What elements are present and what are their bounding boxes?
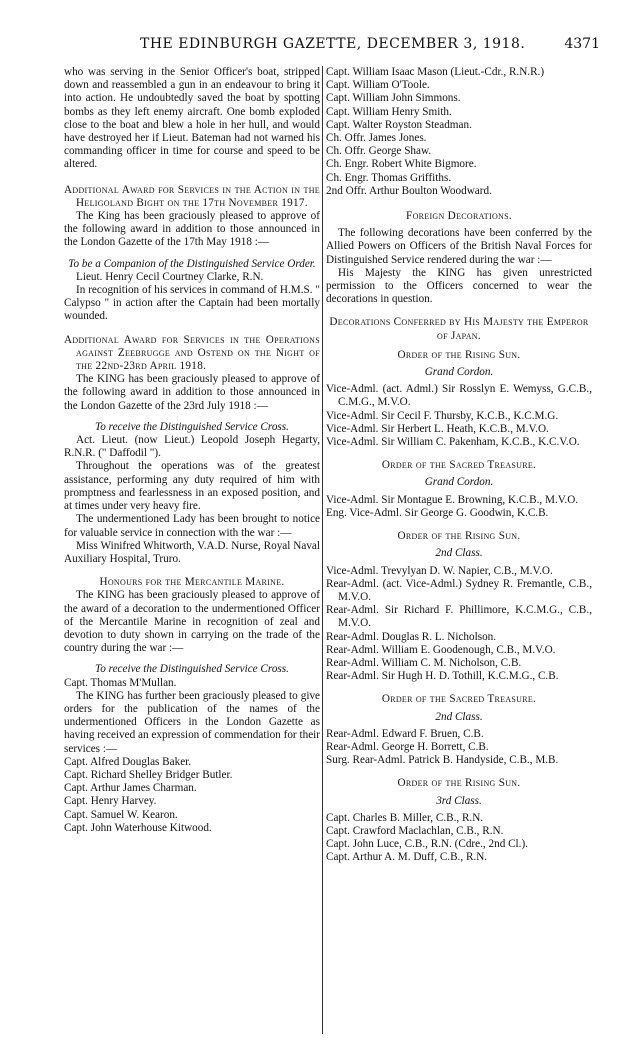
officer-name: Miss Winifred Whitworth, V.A.D. Nurse, Royal Naval Auxiliary Hospital, Truro. bbox=[64, 539, 320, 565]
list-item: Rear-Adml. Edward F. Bruen, C.B. bbox=[326, 727, 484, 740]
list-item: Surg. Rear-Adml. Patrick B. Handyside, C.B., M.B. bbox=[326, 754, 559, 767]
list-item: Capt. William O'Toole. bbox=[326, 79, 430, 92]
class-heading: 2nd Class. bbox=[435, 710, 483, 723]
order-heading: Order of the Sacred Treasure. bbox=[381, 693, 537, 706]
list-item: Capt. William Henry Smith. bbox=[326, 105, 452, 118]
section-heading: Additional Award for Services in the Operations against Zeebrugge and Ostend on the Night of the 22nd-23rd April 1918. bbox=[64, 333, 320, 373]
list-item: Capt. Walter Royston Steadman. bbox=[326, 118, 472, 131]
order-heading: Order of the Sacred Treasure. bbox=[381, 459, 537, 472]
list-item: Capt. John Waterhouse Kitwood. bbox=[64, 821, 212, 834]
paragraph: The undermentioned Lady has been brought to notice for valuable service in connection with the war :— bbox=[64, 513, 320, 539]
order-heading: Order of the Rising Sun. bbox=[397, 348, 521, 361]
paragraph: The KING has been graciously pleased to approve of the following award in addition to those announced in the London Gazette of the 23rd July 1918 :— bbox=[64, 373, 320, 412]
list-item: Ch. Engr. Thomas Griffiths. bbox=[326, 171, 452, 184]
class-heading: 2nd Class. bbox=[435, 547, 483, 560]
list-item: Ch. Offr. James Jones. bbox=[326, 132, 427, 145]
list-item: Capt. Arthur James Charman. bbox=[64, 782, 197, 795]
list-item: Capt. Alfred Douglas Baker. bbox=[64, 755, 192, 768]
list-item: Vice-Adml. Trevylyan D. W. Napier, C.B., M.V.O. bbox=[326, 564, 553, 577]
paragraph: The following decorations have been conferred by the Allied Powers on Officers of the British Naval Forces for Distinguished Service rendered during the war :— bbox=[326, 227, 592, 266]
list-item: 2nd Offr. Arthur Boulton Woodward. bbox=[326, 184, 492, 197]
class-heading: Grand Cordon. bbox=[424, 366, 494, 379]
paragraph: Throughout the operations was of the greatest assistance, performing any duty required of him with promptness and fearlessness in an exposed position, and at times under very heavy fire. bbox=[64, 460, 320, 513]
class-heading: Grand Cordon. bbox=[424, 476, 494, 489]
list-item: Rear-Adml. (act. Vice-Adml.) Sydney R. Fremantle, C.B., M.V.O. bbox=[326, 577, 592, 603]
award-subheading: To be a Companion of the Distinguished Service Order. bbox=[68, 257, 316, 270]
section-heading: Honours for the Mercantile Marine. bbox=[99, 576, 285, 589]
list-item: Rear-Adml. William E. Goodenough, C.B., M.V.O. bbox=[326, 643, 556, 656]
paragraph: His Majesty the KING has given unrestricted permission to the Officers concerned to wear the decorations in question. bbox=[326, 266, 592, 306]
list-item: Rear-Adml. George H. Borrett, C.B. bbox=[326, 740, 489, 753]
paragraph: In recognition of his services in command of H.M.S. " Calypso " in action after the Captain had been mortally wounded. bbox=[64, 284, 320, 323]
list-item: Vice-Adml. (act. Adml.) Sir Rosslyn E. Wemyss, G.C.B., C.M.G., M.V.O. bbox=[326, 383, 592, 409]
list-item: Capt. Crawford Maclachlan, C.B., R.N. bbox=[326, 824, 504, 837]
page-number: 4371 bbox=[564, 36, 600, 52]
list-item: Vice-Adml. Sir William C. Pakenham, K.C.B., K.C.V.O. bbox=[326, 436, 580, 449]
order-heading: Order of the Rising Sun. bbox=[397, 530, 521, 543]
officer-name: Act. Lieut. (now Lieut.) Leopold Joseph Hegarty, R.N.R. (" Daffodil "). bbox=[64, 434, 320, 460]
paragraph: The King has been graciously pleased to approve of the following award in addition to those announced in the London Gazette of the 17th May 1918 :— bbox=[64, 210, 320, 249]
list-item: Capt. William John Simmons. bbox=[326, 92, 461, 105]
left-column bbox=[64, 66, 320, 835]
page-header bbox=[80, 36, 600, 54]
list-item: Capt. John Luce, C.B., R.N. (Cdre., 2nd Cl.). bbox=[326, 838, 528, 851]
list-item: Capt. William Isaac Mason (Lieut.-Cdr., R.N.R.) bbox=[326, 66, 545, 78]
list-item: Vice-Adml. Sir Cecil F. Thursby, K.C.B., K.C.M.G. bbox=[326, 409, 559, 422]
list-item: Rear-Adml. Douglas R. L. Nicholson. bbox=[326, 630, 497, 643]
page-title: THE EDINBURGH GAZETTE, DECEMBER 3, 1918. bbox=[140, 36, 526, 52]
list-item: Rear-Adml. Sir Hugh H. D. Tothill, K.C.M.G., C.B. bbox=[326, 670, 559, 683]
column-divider bbox=[322, 66, 323, 1034]
list-item: Eng. Vice-Adml. Sir George G. Goodwin, K.C.B. bbox=[326, 506, 549, 519]
list-item: Rear-Adml. William C. M. Nicholson, C.B. bbox=[326, 656, 522, 669]
list-item: Capt. Charles B. Miller, C.B., R.N. bbox=[326, 811, 484, 824]
list-item: Capt. Arthur A. M. Duff, C.B., R.N. bbox=[326, 851, 488, 864]
list-item: Vice-Adml. Sir Montague E. Browning, K.C.B., M.V.O. bbox=[326, 493, 579, 506]
officer-name: Capt. Thomas M'Mullan. bbox=[64, 676, 177, 689]
list-item: Capt. Henry Harvey. bbox=[64, 795, 157, 808]
paragraph: The KING has been graciously pleased to approve of the award of a decoration to the undermentioned Officer of the Mercantile Marine in recognition of zeal and devotion to duty shown in carrying on the trade of the country during the war :— bbox=[64, 589, 320, 655]
section-heading: Foreign Decorations. bbox=[406, 210, 512, 223]
award-subheading: To receive the Distinguished Service Cross. bbox=[95, 420, 289, 433]
list-item: Capt. Richard Shelley Bridger Butler. bbox=[64, 768, 233, 781]
list-item: Rear-Adml. Sir Richard F. Phillimore, K.C.M.G., C.B., M.V.O. bbox=[326, 604, 592, 630]
award-subheading: To receive the Distinguished Service Cross. bbox=[95, 663, 289, 676]
officer-name: Lieut. Henry Cecil Courtney Clarke, R.N. bbox=[76, 270, 264, 283]
order-heading: Order of the Rising Sun. bbox=[397, 777, 521, 790]
paragraph: The KING has further been graciously pleased to give orders for the publication of the names of the undermentioned Officers in the London Gazette as having received an expression of commendation for their services :— bbox=[64, 689, 320, 755]
list-item: Capt. Samuel W. Kearon. bbox=[64, 808, 178, 821]
right-column bbox=[326, 66, 592, 865]
paragraph: who was serving in the Senior Officer's boat, stripped down and reassembled a gun in an endeavour to bring it into action. He undoubtedly saved the boat by spotting bombs as they left enemy aircraft. One bomb exploded close to the boat and blew a hole in her hull, and would have destroyed her if Lieut. Bateman had not warned his commanding officer in time for course and speed to be altered. bbox=[64, 66, 320, 171]
section-heading: Additional Award for Services in the Action in the Heligoland Bight on the 17th November 1917. bbox=[64, 183, 320, 209]
section-heading: Decorations Conferred by His Majesty the Emperor of Japan. bbox=[329, 316, 589, 342]
list-item: Vice-Adml. Sir Herbert L. Heath, K.C.B., M.V.O. bbox=[326, 422, 549, 435]
list-item: Ch. Offr. George Shaw. bbox=[326, 145, 432, 158]
list-item: Ch. Engr. Robert White Bigmore. bbox=[326, 158, 477, 171]
class-heading: 3rd Class. bbox=[436, 794, 482, 807]
